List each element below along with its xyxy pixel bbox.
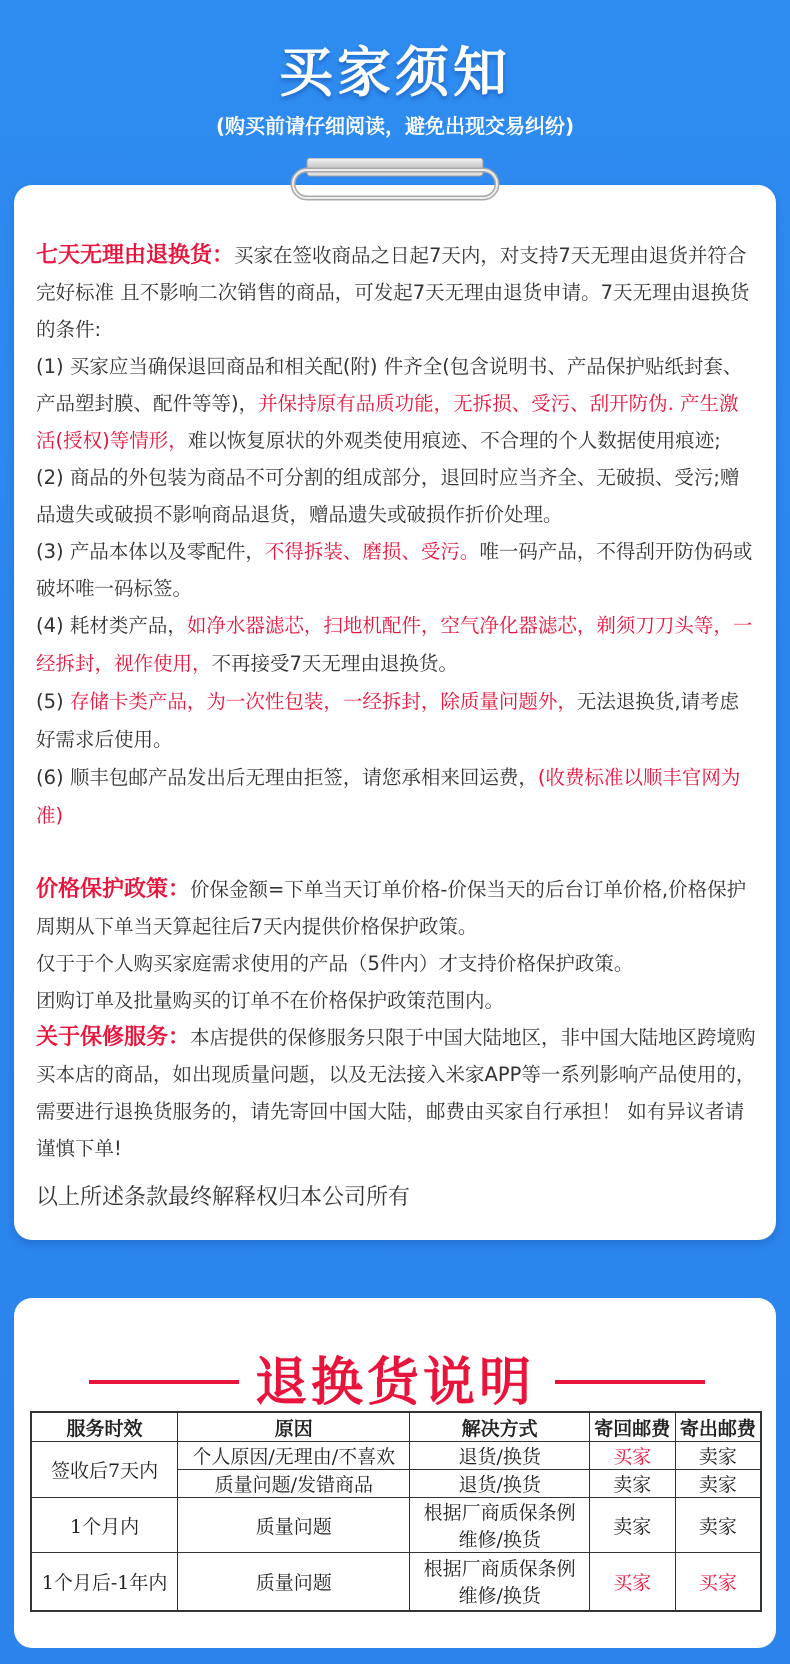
condition-item-4 [36,607,756,683]
solution-line-2: 维修/换货 [458,1585,541,1608]
item3-text-end: 唯一码产品，不得刮开防伪码或破坏唯一码标签。 [36,540,753,600]
item1-highlight: 并保持原有品质功能，无拆损、受污、刮开防伪. 产生激活(授权)等情形， [36,392,739,452]
item5-text-end: 无法退换货,请考虑好需求后使用。 [36,690,740,751]
seven-day-text: 买家在签收商品之日起7天内，对支持7天无理由退货并符合完好标准 且不影响二次销售的商品，可发起7天无理由退货申请。7天无理由退换货的条件: [36,244,750,341]
notice-content [36,237,756,1216]
condition-item-3 [36,533,756,607]
table-cell-solution [410,1498,589,1553]
condition-item-1 [36,348,756,459]
returns-title: 退换货说明 [254,1353,535,1413]
solution-line-1: 根据厂商质保条例 [423,1502,576,1524]
page-subtitle: (购买前请仔细阅读，避免出现交易纠纷) [215,114,575,138]
table-cell-period: 1个月后-1年内 [31,1553,178,1611]
condition-item-2: (2) 商品的外包装为商品不可分割的组成部分，退回时应当齐全、无破损、受污;赠品遗失或破损不影响商品退货，赠品遗失或破损作折价处理。 [36,466,740,526]
item4-text: (4) 耗材类产品， [36,614,187,637]
table-cell-solution [410,1553,589,1611]
clipboard-clip-icon [285,158,505,208]
returns-title-row [14,1340,776,1413]
warranty-section [36,1019,756,1167]
price-protection-section [36,871,756,945]
table-header: 服务时效 [31,1412,178,1442]
table-row [31,1442,761,1470]
table-cell-solution: 退货/换货 [410,1470,589,1498]
table-cell-period: 签收后7天内 [31,1442,178,1498]
table-cell-period: 1个月内 [31,1498,178,1553]
table-cell-return-fee: 买家 [589,1553,675,1611]
table-header: 解决方式 [410,1412,589,1442]
item6-highlight: (收费标准以顺丰官网为准) [36,766,741,827]
table-row [31,1498,761,1553]
table-cell-return-fee: 买家 [589,1442,675,1470]
solution-line-1: 根据厂商质保条例 [423,1558,576,1581]
warranty-heading: 关于保修服务： [36,1025,191,1050]
table-cell-send-fee: 买家 [675,1553,761,1611]
price-protection-line3: 团购订单及批量购买的订单不在价格保护政策范围内。 [36,989,505,1012]
table-cell-solution: 退货/换货 [410,1442,589,1470]
seven-day-heading: 七天无理由退换货： [36,243,235,268]
table-cell-return-fee: 卖家 [589,1470,675,1498]
condition-item-5 [36,683,756,759]
item4-highlight: 如净水器滤芯，扫地机配件，空气净化器滤芯，剃须刀刀头等，一经拆封，视作使用， [36,614,753,675]
final-statement: 以上所述条款最终解释权归本公司所有 [36,1185,411,1210]
table-cell-send-fee: 卖家 [675,1442,761,1470]
table-header: 寄出邮费 [675,1412,761,1442]
item3-highlight: 不得拆装、磨损、受污。 [264,540,480,563]
price-protection-line2: 仅于于个人购买家庭需求使用的产品（5件内）才支持价格保护政策。 [36,952,634,975]
table-cell-reason: 质量问题 [178,1553,410,1611]
table-cell-reason: 质量问题/发错商品 [178,1470,410,1498]
table-header: 寄回邮费 [589,1412,675,1442]
table-cell-reason: 质量问题 [178,1498,410,1553]
returns-card [14,1298,776,1648]
returns-table [30,1411,762,1612]
item5-text: (5) [36,690,70,713]
table-cell-reason: 个人原因/无理由/不喜欢 [178,1442,410,1470]
notice-card [14,185,776,1240]
item3-text: (3) 产品本体以及零配件， [36,540,265,563]
table-header-row [31,1412,761,1442]
table-header: 原因 [178,1412,410,1442]
table-row [31,1553,761,1611]
item1-text-end: 难以恢复原状的外观类使用痕迹、不合理的个人数据使用痕迹; [187,429,721,452]
table-cell-send-fee: 卖家 [675,1470,761,1498]
item5-highlight: 存储卡类产品，为一次性包装，一经拆封，除质量问题外， [69,690,577,713]
price-protection-text: 价保金额=下单当天订单价格-价保当天的后台订单价格,价格保护周期从下单当天算起往后7天内提供价格保护政策。 [36,878,747,938]
table-cell-return-fee: 卖家 [589,1498,675,1553]
item4-text-end: 不再接受7天无理由退换货。 [211,652,458,675]
table-cell-send-fee: 卖家 [675,1498,761,1553]
item1-text: (1) 买家应当确保退回商品和相关配(附) 件齐全(包含说明书、产品保护贴纸封套、产品塑封膜、配件等等)， [36,355,743,415]
item6-text: (6) 顺丰包邮产品发出后无理由拒签，请您承相来回运费， [36,766,538,789]
seven-day-section [36,237,756,348]
price-protection-heading: 价格保护政策： [36,877,191,902]
title-right-dash [555,1380,705,1384]
condition-item-6 [36,759,756,835]
warranty-text: 本店提供的保修服务只限于中国大陆地区，非中国大陆地区跨境购买本店的商品，如出现质量问题，以及无法接入米家APP等一系列影响产品使用的，需要进行退换货服务的，请先寄回中国大陆，邮费由买家自行承担！ 如有异议者请谨慎下单! [36,1026,756,1160]
solution-line-2: 维修/换货 [458,1529,541,1551]
page-title: 买家须知 [279,41,511,104]
